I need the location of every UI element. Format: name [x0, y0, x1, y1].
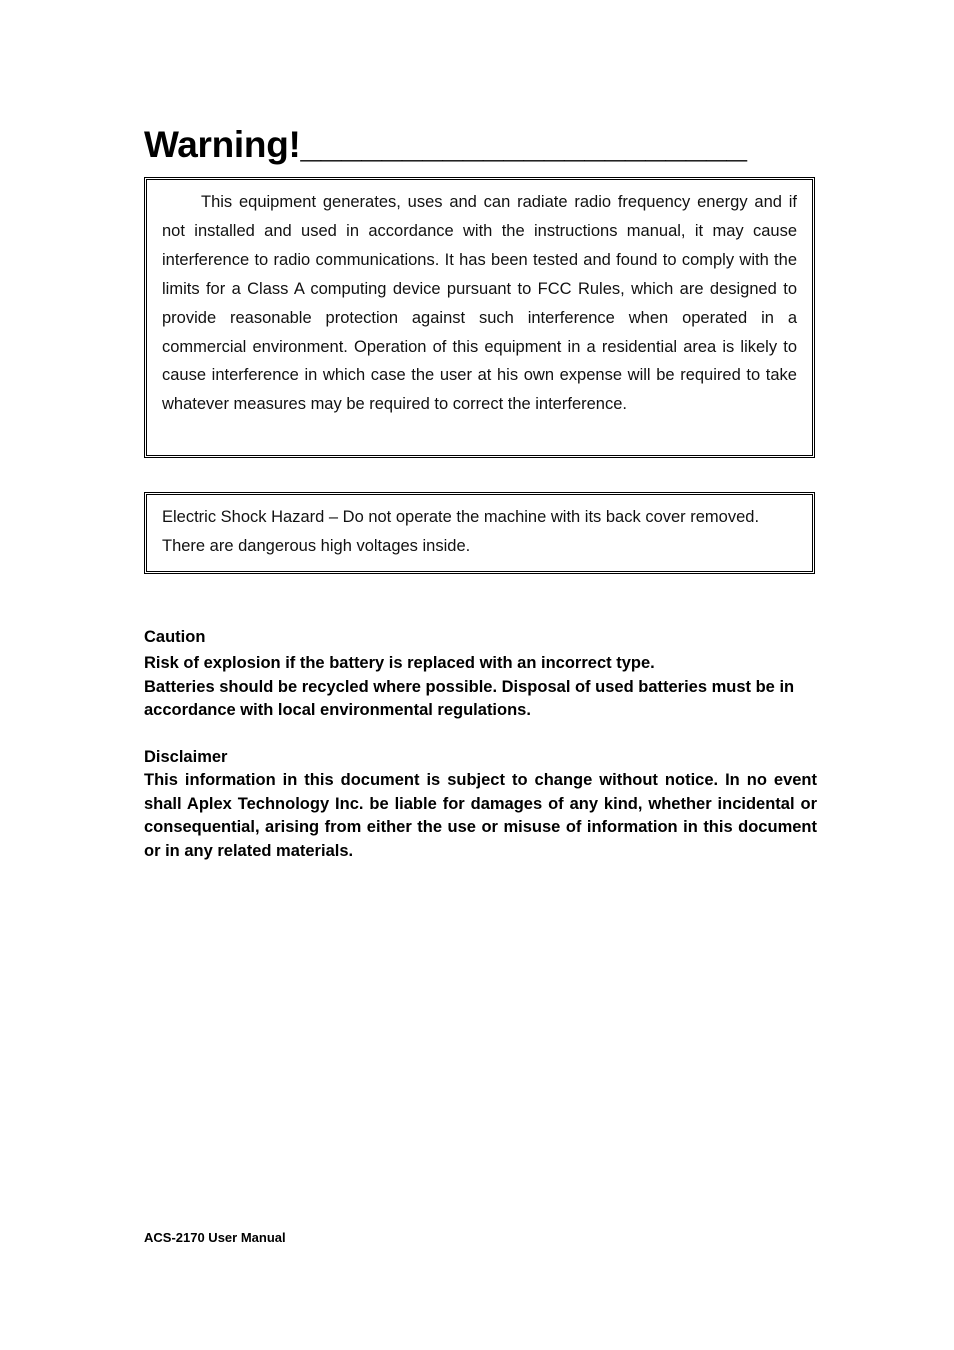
- caution-line-2: Batteries should be recycled where possible. Disposal of used batteries must be in accordance with local environmental regulations.: [144, 677, 795, 720]
- fcc-notice-box: [144, 177, 815, 458]
- fcc-notice-text: This equipment generates, uses and can radiate radio frequency energy and if not installed and used in accordance with the instructions manual, it may cause interference to radio communications. It has been tested and found to comply with the limits for a Class A computing device pursuant to FCC Rules, which are designed to provide reasonable protection against such interference when operated in a commercial environment. Operation of this equipment in a residential area is likely to cause interference in which case the user at his own expense will be required to take whatever measures may be required to correct the interference.: [162, 193, 797, 414]
- disclaimer-title: Disclaimer: [144, 748, 228, 766]
- shock-warning-box: [144, 492, 815, 574]
- shock-warning-text: [162, 503, 797, 561]
- disclaimer-section: [144, 746, 817, 863]
- caution-section: [144, 626, 817, 723]
- caution-title: Caution: [144, 628, 206, 646]
- caution-line-1: Risk of explosion if the battery is replaced with an incorrect type.: [144, 654, 655, 673]
- disclaimer-text: This information in this document is subject to change without notice. In no event shall Aplex Technology Inc. be liable for damages of any kind, whether incidental or consequential, arising from either the use or misuse of information in this document or in any related materials.: [144, 771, 817, 860]
- page-heading: Warning!______________________: [144, 124, 747, 165]
- shock-warning-line-2: There are dangerous high voltages inside.: [162, 536, 471, 555]
- shock-warning-line-1: Electric Shock Hazard – Do not operate the machine with its back cover removed.: [162, 508, 760, 526]
- page-footer: ACS-2170 User Manual: [144, 1230, 286, 1245]
